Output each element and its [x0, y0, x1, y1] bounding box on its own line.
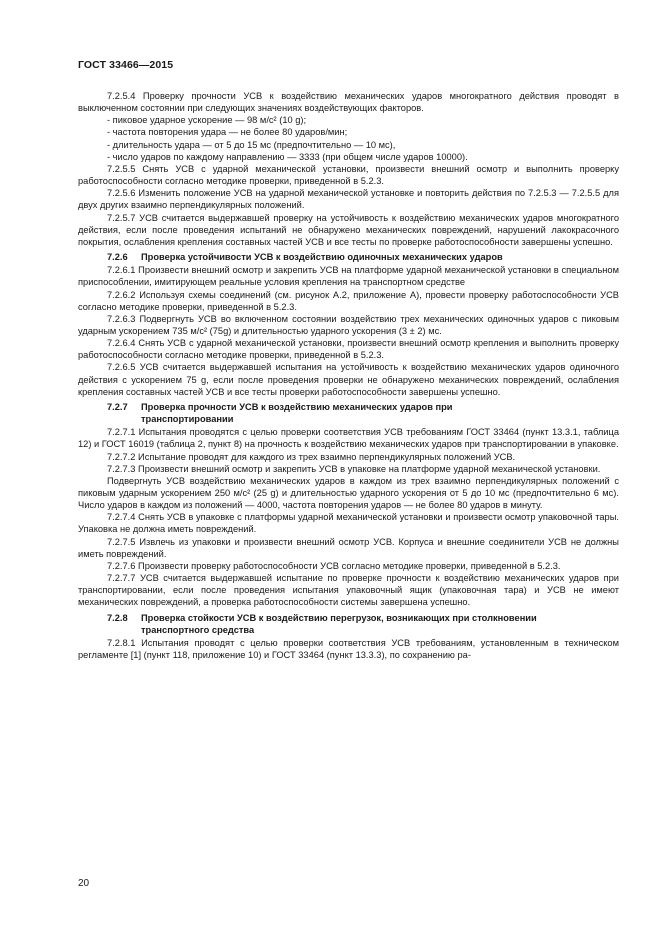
section-title-continuation: транспортировании	[141, 414, 234, 425]
section-heading	[78, 251, 619, 263]
section-number: 7.2.6	[107, 252, 128, 263]
paragraph: 7.2.7.5 Извлечь из упаковки и произвести внешний осмотр УСВ. Корпуса и внешние соединители УСВ не должны иметь повреждений.	[78, 536, 619, 559]
paragraph: 7.2.7.7 УСВ считается выдержавшей испытание по проверке прочности к воздействию механических ударов при транспортировании, если после проведения испытания упаковочный ящик (упаковочная тара) и УСВ не имеют механических повреждений, а проверка работоспособности системы завершена успешно.	[78, 573, 619, 608]
paragraph: 7.2.5.5 Снять УСВ с ударной механической установки, произвести внешний осмотр и выполнить проверку работоспособности согласно методике проверки, приведенной в 5.2.3.	[78, 163, 619, 187]
paragraph: 7.2.6.5 УСВ считается выдержавшей испытания на устойчивость к воздействию механических ударов одиночного действия с ускорением 75 g, если после проведения проверки не обнаружено механических повреждений, ослабления крепления составных частей УСВ и все тесты проверки работоспособности завершены успешно.	[78, 362, 619, 397]
paragraph: 7.2.5.7 УСВ считается выдержавшей проверку на устойчивость к воздействию механических ударов многократного действия, если после проведения испытаний не обнаружено механических повреждений, нарушений лакокрасочного покрытия, ослабления крепления составных частей УСВ и все тесты по проверке работоспособности завершены успешно.	[78, 212, 619, 247]
paragraph: 7.2.6.3 Подвергнуть УСВ во включенном состоянии воздействию трех механических одиночных ударов с пиковым ударным ускорением 735 м/с² (75g) и длительностью ударного ускорения (3 ± 2) мс.	[78, 313, 619, 336]
section-heading	[78, 401, 619, 425]
section-title: Проверка прочности УСВ к воздействию механических ударов при	[141, 401, 453, 412]
paragraph: 7.2.7.2 Испытание проводят для каждого из трех взаимно перпендикулярных положений УСВ.	[107, 451, 516, 462]
paragraph: 7.2.6.1 Произвести внешний осмотр и закрепить УСВ на платформе ударной механической установки в специальном приспособлении, имитирующем реальные условия крепления на транспортном средстве	[78, 265, 619, 288]
list-item: - частота повторения удара — не более 80 ударов/мин;	[107, 127, 348, 138]
section-title: Проверка устойчивости УСВ к воздействию одиночных механических ударов	[141, 252, 503, 263]
paragraph: 7.2.5.4 Проверку прочности УСВ к воздействию механических ударов многократного действия проводят в выключенном состоянии при следующих значениях воздействующих факторов.	[78, 91, 619, 114]
section-heading	[78, 612, 619, 636]
section-number: 7.2.7	[107, 401, 128, 412]
document-body	[78, 90, 619, 661]
paragraph: 7.2.6.4 Снять УСВ с ударной механической установки, произвести внешний осмотр крепления и выполнить проверку работоспособности согласно методике проверки, приведенной в 5.2.3.	[78, 338, 619, 361]
list-item: - длительность удара — от 5 до 15 мс (предпочтительно — 10 мс),	[107, 139, 396, 150]
paragraph: Подвергнуть УСВ воздействию механических ударов в каждом из трех взаимно перпендикулярных положений с пиковым ударным ускорением 250 м/с² (25 g) и длительностью ударного ускорения от 5 до 10 мс (предпочтительно 6 мс). Число ударов в каждом из положений — 4000, частота повторения ударов — не более 80 ударов в минуту.	[78, 475, 619, 511]
paragraph: 7.2.7.3 Произвести внешний осмотр и закрепить УСВ в упаковке на платформе ударной механической установки.	[107, 463, 601, 474]
paragraph: 7.2.7.1 Испытания проводятся с целью проверки соответствия УСВ требованиям ГОСТ 33464 (пункт 13.3.1, таблица 12) и ГОСТ 16019 (таблица 2, пункт 8) на прочность к воздействию механических ударов при транспортировании в упаковке.	[78, 427, 619, 450]
section-number: 7.2.8	[107, 612, 128, 623]
section-title: Проверка стойкости УСВ к воздействию перегрузок, возникающих при столкновении	[141, 612, 537, 623]
list-item: - пиковое ударное ускорение — 98 м/с² (10 g);	[107, 115, 307, 126]
list-item: - число ударов по каждому направлению — 3333 (при общем числе ударов 10000).	[107, 151, 468, 162]
paragraph: 7.2.5.6 Изменить положение УСВ на ударной механической установке и повторить действия по 7.2.5.3 — 7.2.5.5 для двух других взаимно перпендикулярных положений.	[78, 188, 619, 211]
section-title-continuation: транспортного средства	[141, 624, 255, 635]
paragraph: 7.2.7.4 Снять УСВ в упаковке с платформы ударной механической установки и произвести осмотр упаковочной тары. Упаковка не должна иметь повреждений.	[78, 512, 619, 535]
paragraph: 7.2.8.1 Испытания проводят с целью проверки соответствия УСВ требованиям, установленным в техническом регламенте [1] (пункт 118, приложение 10) и ГОСТ 33464 (пункт 13.3.3), по сохранению ра-	[78, 637, 619, 661]
paragraph: 7.2.6.2 Используя схемы соединений (см. рисунок А.2, приложение А), провести проверку работоспособности УСВ согласно методике проверки, приведенной в 5.2.3.	[78, 289, 619, 312]
page-number: 20	[78, 878, 90, 889]
page-header-doc-id: ГОСТ 33466—2015	[78, 59, 174, 71]
paragraph: 7.2.7.6 Произвести проверку работоспособности УСВ согласно методике проверки, приведенной в 5.2.3.	[107, 560, 561, 571]
